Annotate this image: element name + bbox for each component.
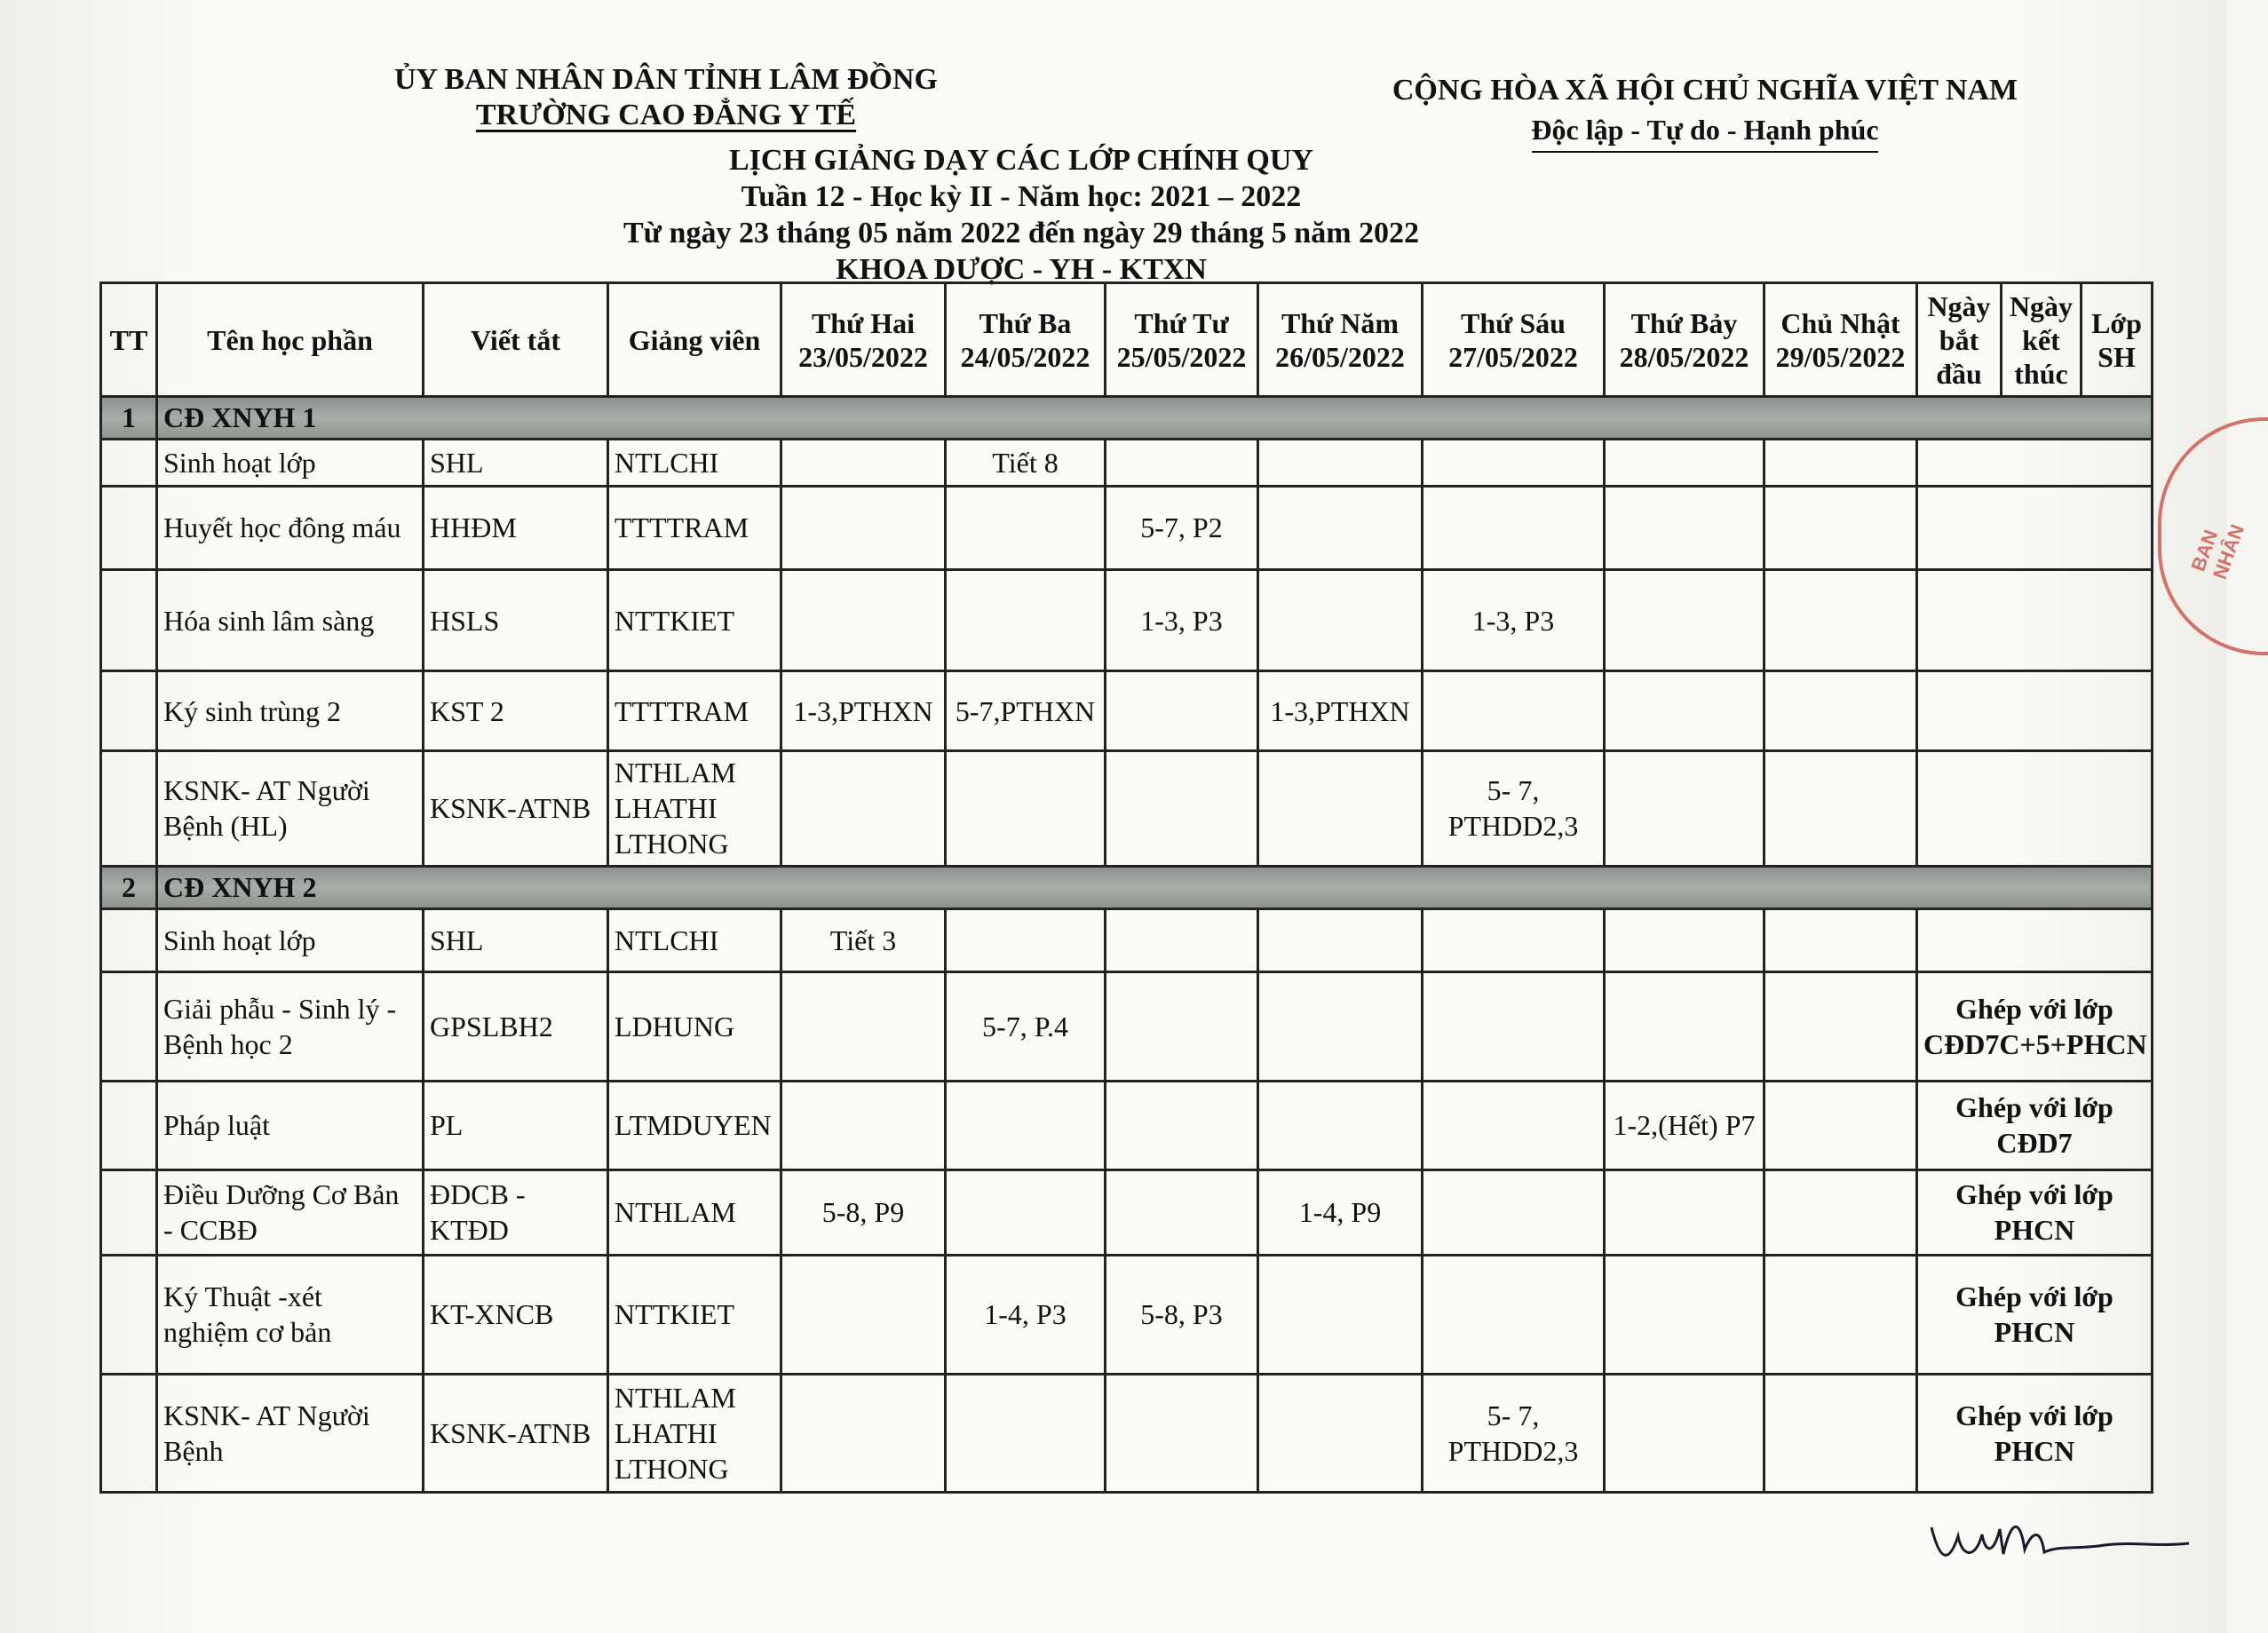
cell-mon	[781, 751, 946, 867]
col-abbr: Viết tắt	[424, 283, 608, 397]
cell-tt	[101, 487, 157, 570]
cell-fri	[1423, 487, 1605, 570]
cell-line: Sinh hoạt lớp	[163, 447, 316, 479]
cell-line: NTLCHI	[615, 924, 719, 956]
cell-abbr: KT-XNCB	[424, 1255, 608, 1375]
cell-tt	[101, 751, 157, 867]
cell-line: LTHONG	[615, 828, 729, 860]
cell-line: PHCN	[1994, 1435, 2075, 1468]
cell-note	[1917, 439, 2153, 486]
cell-abbr: PL	[424, 1081, 608, 1169]
cell-tt	[101, 1375, 157, 1493]
cell-tt	[101, 972, 157, 1081]
cell-line: NTTKIET	[615, 604, 735, 637]
cell-line: PHCN	[1994, 1214, 2075, 1247]
cell-line: Ký sinh trùng 2	[163, 694, 341, 727]
cell-fri	[1423, 439, 1605, 486]
col-fri: Thứ Sáu 27/05/2022	[1423, 283, 1605, 397]
cell-subject	[157, 1169, 424, 1255]
cell-thu	[1258, 487, 1423, 570]
cell-teacher	[608, 751, 781, 867]
cell-line: KSNK- AT Người	[163, 1399, 370, 1432]
cell-wed	[1106, 439, 1258, 486]
table-row	[101, 569, 2153, 670]
cell-mon	[781, 972, 946, 1081]
cell-tue: 5-7, P.4	[946, 972, 1106, 1081]
cell-thu	[1258, 439, 1423, 486]
cell-thu	[1258, 972, 1423, 1081]
cell-line: PTHDD2,3	[1447, 1435, 1579, 1468]
cell-mon	[781, 1081, 946, 1169]
cell-line: Ghép với lớp	[1955, 1178, 2113, 1211]
cell-note	[1917, 1255, 2153, 1375]
cell-line: Ghép với lớp	[1955, 1280, 2113, 1313]
col-sat: Thứ Bảy 28/05/2022	[1605, 283, 1764, 397]
cell-tue	[946, 569, 1106, 670]
table-row	[101, 908, 2153, 971]
cell-abbr: HHĐM	[424, 487, 608, 570]
cell-line: 5- 7,	[1487, 774, 1540, 807]
title-line-2: Tuần 12 - Học kỳ II - Năm học: 2021 – 2022	[741, 180, 1302, 213]
cell-wed	[1106, 671, 1258, 751]
cell-sun	[1764, 972, 1917, 1081]
cell-wed: 5-7, P2	[1106, 487, 1258, 570]
cell-fri	[1423, 1375, 1605, 1493]
cell-wed: 5-8, P3	[1106, 1255, 1258, 1375]
schedule-title	[533, 142, 1510, 288]
cell-teacher	[608, 487, 781, 570]
schedule-table	[99, 281, 2153, 1494]
cell-abbr: ĐDCB -KTĐD	[424, 1169, 608, 1255]
cell-sun	[1764, 569, 1917, 670]
cell-line: PTHDD2,3	[1447, 810, 1579, 843]
group-row	[101, 866, 2153, 908]
cell-line: KSNK- AT Người	[163, 774, 370, 807]
cell-teacher	[608, 439, 781, 486]
cell-line: Ghép với lớp	[1955, 1091, 2113, 1124]
cell-line: Ghép với lớp	[1955, 1399, 2113, 1432]
cell-sat	[1605, 1255, 1764, 1375]
cell-thu	[1258, 1255, 1423, 1375]
cell-line: NTTKIET	[615, 1298, 735, 1331]
cell-line: LDHUNG	[615, 1010, 735, 1042]
cell-line: Sinh hoạt lớp	[163, 924, 316, 956]
table-row	[101, 487, 2153, 570]
table-row	[101, 1255, 2153, 1375]
cell-line: LHATHI	[615, 792, 718, 825]
cell-thu: 1-3,PTHXN	[1258, 671, 1423, 751]
cell-line: TTTTRAM	[615, 694, 749, 727]
cell-line: Bệnh (HL)	[163, 810, 288, 843]
cell-mon	[781, 569, 946, 670]
cell-thu	[1258, 1375, 1423, 1493]
col-subject: Tên học phần	[157, 283, 424, 397]
issuer-header	[355, 62, 977, 133]
cell-line: Điều Dưỡng Cơ Bản	[163, 1178, 400, 1211]
cell-subject	[157, 569, 424, 670]
cell-fri	[1423, 1169, 1605, 1255]
cell-subject	[157, 1375, 424, 1493]
cell-thu	[1258, 1081, 1423, 1169]
cell-sun	[1764, 1169, 1917, 1255]
cell-teacher	[608, 1255, 781, 1375]
cell-tue: 1-4, P3	[946, 1255, 1106, 1375]
cell-mon: Tiết 3	[781, 908, 946, 971]
col-mon: Thứ Hai 23/05/2022	[781, 283, 946, 397]
cell-tt	[101, 671, 157, 751]
table-row	[101, 439, 2153, 486]
cell-tt	[101, 1255, 157, 1375]
cell-subject	[157, 908, 424, 971]
cell-fri	[1423, 751, 1605, 867]
cell-sat	[1605, 972, 1764, 1081]
cell-tt	[101, 1081, 157, 1169]
cell-line: NTHLAM	[615, 757, 736, 789]
cell-fri	[1423, 1081, 1605, 1169]
table-header-row	[101, 283, 2153, 397]
cell-fri	[1423, 569, 1605, 670]
cell-line: Hóa sinh lâm sàng	[163, 604, 375, 637]
cell-abbr: SHL	[424, 908, 608, 971]
cell-tue	[946, 751, 1106, 867]
cell-sat	[1605, 1169, 1764, 1255]
cell-line: NTHLAM	[615, 1382, 736, 1415]
motto-line-2: Độc lập - Tự do - Hạnh phúc	[1531, 114, 1879, 146]
title-line-3: Từ ngày 23 tháng 05 năm 2022 đến ngày 29 tháng 5 năm 2022	[623, 217, 1420, 250]
cell-sun	[1764, 908, 1917, 971]
group-row	[101, 397, 2153, 440]
cell-note	[1917, 908, 2153, 971]
cell-line: - CCBĐ	[163, 1214, 258, 1247]
cell-note	[1917, 1081, 2153, 1169]
table-row	[101, 671, 2153, 751]
cell-teacher	[608, 569, 781, 670]
col-end: Ngày kết thúc	[2002, 283, 2082, 397]
cell-teacher	[608, 908, 781, 971]
cell-abbr: GPSLBH2	[424, 972, 608, 1081]
national-motto	[1368, 71, 2042, 153]
handwritten-signature	[1927, 1510, 2193, 1572]
cell-tue	[946, 1081, 1106, 1169]
cell-wed	[1106, 972, 1258, 1081]
cell-note	[1917, 1375, 2153, 1493]
group-name: CĐ XNYH 1	[157, 397, 2153, 440]
cell-tue	[946, 908, 1106, 971]
cell-tue: Tiết 8	[946, 439, 1106, 486]
cell-mon	[781, 1255, 946, 1375]
group-number: 1	[101, 397, 157, 440]
cell-tt	[101, 439, 157, 486]
cell-tue	[946, 1375, 1106, 1493]
cell-line: NTHLAM	[615, 1196, 736, 1229]
cell-subject	[157, 487, 424, 570]
cell-subject	[157, 972, 424, 1081]
cell-sat	[1605, 569, 1764, 670]
cell-wed	[1106, 1081, 1258, 1169]
cell-line: LTHONG	[615, 1453, 729, 1486]
cell-subject	[157, 671, 424, 751]
cell-abbr: KSNK-ATNB	[424, 1375, 608, 1493]
group-number: 2	[101, 866, 157, 908]
cell-thu: 1-4, P9	[1258, 1169, 1423, 1255]
cell-note	[1917, 671, 2153, 751]
cell-sun	[1764, 1375, 1917, 1493]
cell-line: 1-3, P3	[1471, 604, 1555, 637]
cell-fri	[1423, 671, 1605, 751]
cell-tue: 5-7,PTHXN	[946, 671, 1106, 751]
cell-note	[1917, 487, 2153, 570]
cell-wed	[1106, 751, 1258, 867]
col-start: Ngày bắt đầu	[1917, 283, 2002, 397]
cell-sat	[1605, 439, 1764, 486]
cell-tt	[101, 908, 157, 971]
title-line-4: KHOA DƯỢC - YH - KTXN	[836, 253, 1207, 286]
cell-line: Pháp luật	[163, 1109, 270, 1142]
motto-underline	[1532, 151, 1878, 153]
cell-tue	[946, 487, 1106, 570]
table-row	[101, 751, 2153, 867]
cell-fri	[1423, 972, 1605, 1081]
cell-line: Ký Thuật -xét	[163, 1280, 322, 1313]
cell-line: nghiệm cơ bản	[163, 1316, 332, 1349]
cell-fri	[1423, 1255, 1605, 1375]
cell-note	[1917, 972, 2153, 1081]
cell-wed	[1106, 908, 1258, 971]
cell-line: CĐD7C+5+PHCN	[1923, 1027, 2147, 1060]
cell-line: Giải phẫu - Sinh lý -	[163, 992, 397, 1025]
cell-sun	[1764, 671, 1917, 751]
cell-teacher	[608, 1081, 781, 1169]
cell-tt	[101, 1169, 157, 1255]
cell-mon: 5-8, P9	[781, 1169, 946, 1255]
cell-line: Ghép với lớp	[1955, 992, 2113, 1025]
motto-line-1: CỘNG HÒA XÃ HỘI CHỦ NGHĨA VIỆT NAM	[1392, 74, 2018, 107]
table-row	[101, 1081, 2153, 1169]
cell-line: 5- 7,	[1487, 1399, 1540, 1432]
col-tue: Thứ Ba 24/05/2022	[946, 283, 1106, 397]
cell-wed	[1106, 1375, 1258, 1493]
cell-mon	[781, 439, 946, 486]
cell-line: PHCN	[1994, 1316, 2075, 1349]
cell-line: CĐD7	[1996, 1127, 2073, 1160]
cell-subject	[157, 751, 424, 867]
cell-teacher	[608, 671, 781, 751]
cell-sun	[1764, 1081, 1917, 1169]
cell-thu	[1258, 569, 1423, 670]
table-row	[101, 1169, 2153, 1255]
col-thu: Thứ Năm 26/05/2022	[1258, 283, 1423, 397]
cell-tue	[946, 1169, 1106, 1255]
cell-sun	[1764, 751, 1917, 867]
cell-abbr: KST 2	[424, 671, 608, 751]
cell-tt	[101, 569, 157, 670]
cell-wed	[1106, 1169, 1258, 1255]
cell-sat	[1605, 908, 1764, 971]
cell-subject	[157, 1081, 424, 1169]
issuer-line-2: TRƯỜNG CAO ĐẲNG Y TẾ	[475, 99, 857, 131]
cell-thu	[1258, 751, 1423, 867]
table-row	[101, 1375, 2153, 1493]
cell-sun	[1764, 1255, 1917, 1375]
cell-line: NTLCHI	[615, 447, 719, 479]
cell-subject	[157, 1255, 424, 1375]
cell-teacher	[608, 1375, 781, 1493]
table-row	[101, 972, 2153, 1081]
cell-abbr: SHL	[424, 439, 608, 486]
cell-teacher	[608, 972, 781, 1081]
cell-sat	[1605, 487, 1764, 570]
cell-fri	[1423, 908, 1605, 971]
cell-abbr: HSLS	[424, 569, 608, 670]
cell-subject	[157, 439, 424, 486]
red-seal-stamp: BAN NHÂN	[2158, 417, 2268, 655]
cell-line: TTTTRAM	[615, 511, 749, 544]
col-tt: TT	[101, 283, 157, 397]
issuer-line-1: ỦY BAN NHÂN DÂN TỈNH LÂM ĐỒNG	[393, 63, 939, 96]
cell-mon	[781, 1375, 946, 1493]
title-line-1: LỊCH GIẢNG DẠY CÁC LỚP CHÍNH QUY	[728, 144, 1313, 177]
cell-sat	[1605, 751, 1764, 867]
group-name: CĐ XNYH 2	[157, 866, 2153, 908]
cell-wed: 1-3, P3	[1106, 569, 1258, 670]
cell-sun	[1764, 487, 1917, 570]
cell-line: Bệnh	[163, 1435, 224, 1468]
col-sh: Lớp SH	[2082, 283, 2153, 397]
cell-note	[1917, 751, 2153, 867]
cell-mon: 1-3,PTHXN	[781, 671, 946, 751]
cell-line: Huyết học đông máu	[163, 511, 401, 544]
cell-sat	[1605, 671, 1764, 751]
cell-sun	[1764, 439, 1917, 486]
cell-sat: 1-2,(Hết) P7	[1605, 1081, 1764, 1169]
cell-line: LHATHI	[615, 1417, 718, 1450]
cell-sat	[1605, 1375, 1764, 1493]
cell-thu	[1258, 908, 1423, 971]
cell-note	[1917, 1169, 2153, 1255]
col-wed: Thứ Tư 25/05/2022	[1106, 283, 1258, 397]
cell-abbr: KSNK-ATNB	[424, 751, 608, 867]
col-sun: Chủ Nhật 29/05/2022	[1764, 283, 1917, 397]
cell-teacher	[608, 1169, 781, 1255]
col-teacher: Giảng viên	[608, 283, 781, 397]
cell-line: LTMDUYEN	[615, 1109, 772, 1142]
cell-mon	[781, 487, 946, 570]
cell-note	[1917, 569, 2153, 670]
cell-line: Bệnh học 2	[163, 1027, 293, 1060]
